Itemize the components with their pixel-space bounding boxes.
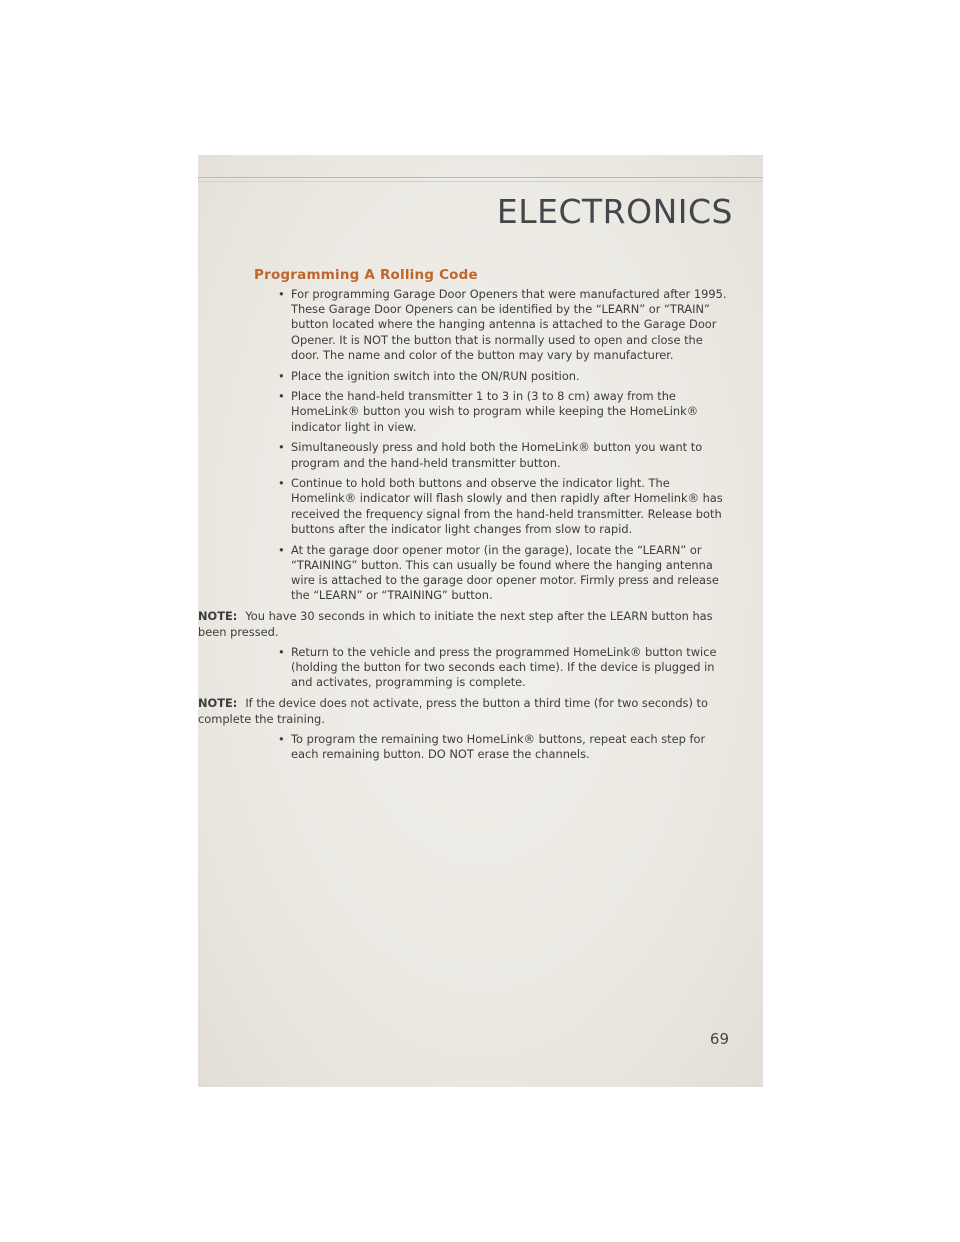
list-item <box>278 369 734 384</box>
bullet-glyph: • <box>278 644 285 659</box>
list-item-text: Simultaneously press and hold both the HomeLink® button you want to program and the hand-held transmitter button. <box>291 440 703 470</box>
note-label: NOTE: <box>198 696 238 711</box>
section-heading: Programming A Rolling Code <box>254 267 478 283</box>
bullet-list-b <box>254 645 734 691</box>
list-item <box>278 440 734 470</box>
header-rule <box>198 177 763 178</box>
bullet-glyph: • <box>278 389 285 404</box>
bullet-list-c <box>254 732 734 762</box>
list-item <box>278 287 734 363</box>
list-item-text: Return to the vehicle and press the programmed HomeLink® button twice (holding the button for two seconds each time). If the device is plugged in and activates, programming is complete. <box>291 644 717 690</box>
page-content <box>198 267 734 768</box>
list-item <box>278 389 734 435</box>
list-item-text: Place the ignition switch into the ON/RUN position. <box>291 368 580 383</box>
list-item-text: To program the remaining two HomeLink® buttons, repeat each step for each remaining button. DO NOT erase the channels. <box>291 731 706 761</box>
list-item <box>278 645 734 691</box>
note-label: NOTE: <box>198 609 238 624</box>
list-item <box>278 732 734 762</box>
bullet-glyph: • <box>278 476 285 491</box>
bullet-glyph: • <box>278 287 285 301</box>
bullet-glyph: • <box>278 368 285 383</box>
list-item-text: Continue to hold both buttons and observe the indicator light. The Homelink® indicator will flash slowly and then rapidly after Homelink® has received the frequency signal from the hand-held transmitter. Release both buttons after the indicator light changes from slow to rapid. <box>291 476 723 536</box>
manual-page <box>198 155 763 1087</box>
bullet-glyph: • <box>278 440 285 455</box>
list-item-text: At the garage door opener motor (in the garage), locate the “LEARN” or “TRAINING” button. This can usually be found where the hanging antenna wire is attached to the garage door opener motor. Firmly press and release the “LEARN” or “TRAINING” button. <box>291 542 719 603</box>
note-2 <box>198 696 734 726</box>
list-item-text: For programming Garage Door Openers that were manufactured after 1995. These Garage Door Openers can be identified by the “LEARN” or “TRAIN” button located where the hanging antenna is attached to the Garage Door Opener. It is NOT the button that is normally used to open and close the door. The name and color of the button may vary by manufacturer. <box>291 287 727 362</box>
page-number: 69 <box>709 1030 729 1048</box>
list-item <box>278 543 734 604</box>
bullet-glyph: • <box>278 542 285 557</box>
note-text: You have 30 seconds in which to initiate the next step after the LEARN button has been pressed. <box>198 609 713 639</box>
note-text: If the device does not activate, press the button a third time (for two seconds) to complete the training. <box>198 696 708 726</box>
header-rule-secondary <box>198 181 763 182</box>
list-item-text: Place the hand-held transmitter 1 to 3 in (3 to 8 cm) away from the HomeLink® button you wish to program while keeping the HomeLink® indicator light in view. <box>291 389 699 434</box>
bullet-list-a <box>254 287 734 603</box>
section-title: ELECTRONICS <box>496 192 733 231</box>
bullet-glyph: • <box>278 731 285 746</box>
list-item <box>278 476 734 537</box>
note-1 <box>198 609 734 639</box>
